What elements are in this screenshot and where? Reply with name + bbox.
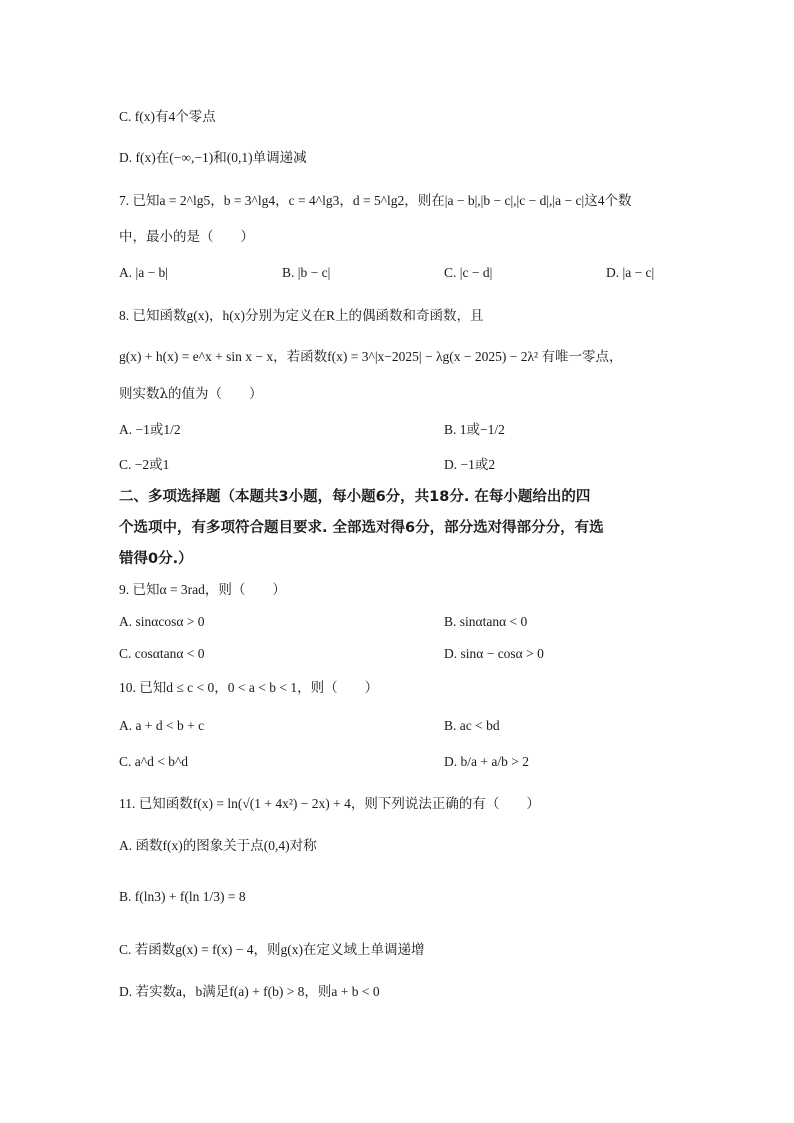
q10-stem: 10. 已知d ≤ c < 0，0 < a < b < 1，则（ ） [119,680,379,695]
q7-option-b: B. |b − c| [282,265,331,280]
q10-option-a: A. a + d < b + c [119,718,205,733]
q8-option-c: C. −2或1 [119,457,170,472]
q10-option-d: D. b/a + a/b > 2 [444,754,529,769]
q7-stem-2: 中，最小的是（ ） [119,229,254,245]
q9-option-b: B. sinαtanα < 0 [444,614,528,629]
q8-stem-3: 则实数λ的值为（ ） [119,386,263,402]
q9-option-a: A. sinαcosα > 0 [119,614,205,629]
q8-stem-2: g(x) + h(x) = e^x + sin x − x，若函数f(x) = 3^|x−2025| − λg(x − 2025) − 2λ² 有唯一零点， [119,349,623,364]
q8-option-b: B. 1或−1/2 [444,422,505,437]
section-header-2: 个选项中，有多项符合题目要求. 全部选对得6分，部分选对得部分分，有选 [119,520,604,536]
q11-stem: 11. 已知函数f(x) = ln(√(1 + 4x²) − 2x) + 4，则下列说法正确的有（ ） [119,796,540,811]
q8-option-a: A. −1或1/2 [119,422,181,437]
q11-option-b: B. f(ln3) + f(ln 1/3) = 8 [119,889,246,904]
q8-option-d: D. −1或2 [444,457,496,472]
q6-option-d: D. f(x)在(−∞,−1)和(0,1)单调递减 [119,150,307,165]
q7-option-d: D. |a − c| [606,265,655,280]
q11-option-d: D. 若实数a，b满足f(a) + f(b) > 8，则a + b < 0 [119,984,380,999]
q8-stem-1: 8. 已知函数g(x)，h(x)分别为定义在R上的偶函数和奇函数，且 [119,308,484,323]
q6-option-c: C. f(x)有4个零点 [119,109,216,124]
q9-option-d: D. sinα − cosα > 0 [444,646,544,661]
q10-option-b: B. ac < bd [444,718,500,733]
q9-option-c: C. cosαtanα < 0 [119,646,205,661]
section-header-3: 错得0分.） [119,551,193,567]
q7-stem-1: 7. 已知a = 2^lg5，b = 3^lg4，c = 4^lg3，d = 5^lg2，则在|a − b|,|b − c|,|c − d|,|a − c|这4个数 [119,193,632,208]
q11-option-c: C. 若函数g(x) = f(x) − 4，则g(x)在定义域上单调递增 [119,942,425,957]
q7-option-c: C. |c − d| [444,265,493,280]
q10-option-c: C. a^d < b^d [119,754,189,769]
q9-stem: 9. 已知α = 3rad，则（ ） [119,582,286,597]
section-header-1: 二、多项选择题（本题共3小题，每小题6分，共18分. 在每小题给出的四 [119,489,591,505]
q7-option-a: A. |a − b| [119,265,169,280]
q11-option-a: A. 函数f(x)的图象关于点(0,4)对称 [119,838,317,853]
